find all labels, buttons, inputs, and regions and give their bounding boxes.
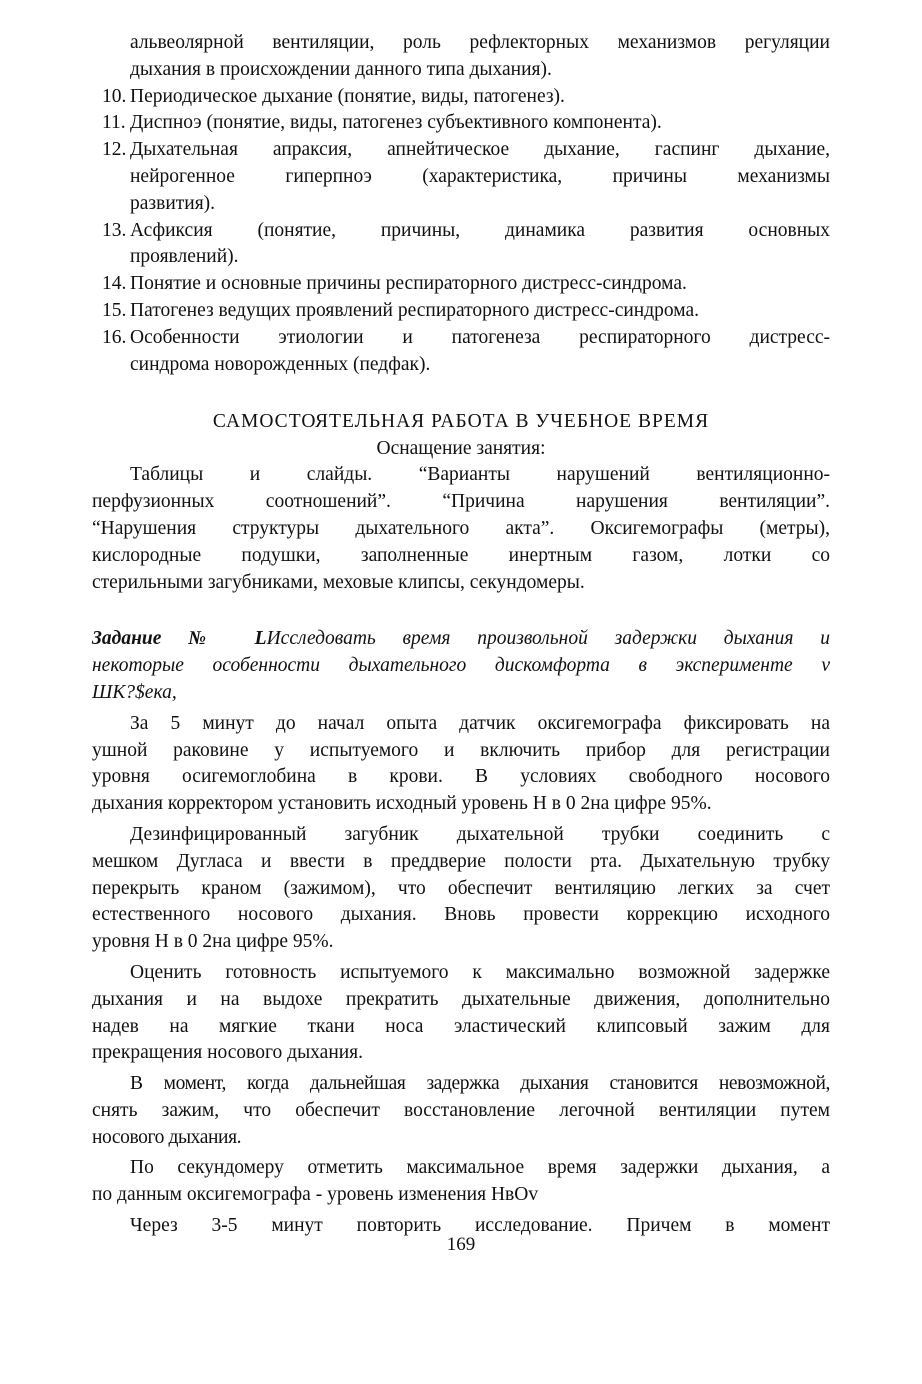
item-text: нейрогенное гиперпноэ (характеристика, причины механизмы (130, 165, 830, 187)
top-continuation (92, 30, 830, 84)
body-paragraph (92, 822, 830, 956)
text-line: Таблицы и слайды. “Варианты нарушений вентиляционно- (130, 464, 830, 486)
page-number: 169 (446, 1234, 476, 1255)
item-number: 12. (102, 139, 127, 161)
item-text: синдрома новорожденных (педфак). (130, 353, 431, 375)
body-paragraph (92, 1071, 830, 1151)
text-line: уровня Н в 0 2на цифре 95%. (92, 931, 334, 953)
item-text: Диспноэ (понятие, виды, патогенез субъективного компонента). (130, 112, 662, 134)
list-item (92, 218, 830, 272)
text-line: ушной раковине у испытуемого и включить прибор для регистрации (92, 739, 830, 761)
item-text: развития). (130, 192, 216, 214)
equipment-paragraph (92, 462, 830, 596)
item-text: Особенности этиологии и патогенеза респираторного дистресс- (130, 326, 830, 348)
text-line: “Нарушения структуры дыхательного акта”. Оксигемографы (метры), (92, 517, 830, 539)
item-number: 16. (102, 326, 127, 348)
document-page (92, 30, 830, 1240)
text-line: перфузионных соотношений”. “Причина нарушения вентиляции”. (92, 491, 830, 513)
item-line (92, 218, 830, 245)
list-item (92, 84, 830, 111)
item-text: Патогенез ведущих проявлений респираторного дистресс-синдрома. (130, 299, 700, 321)
item-line (92, 325, 830, 352)
item-text: Асфиксия (понятие, причины, динамика развития основных (130, 219, 830, 241)
text-line: уровня осигемоглобина в крови. В условиях свободного носового (92, 766, 830, 788)
item-number: 11. (102, 112, 126, 134)
list-item (92, 325, 830, 379)
item-line (92, 137, 830, 164)
text-line: дыхания корректором установить исходный уровень Н в 0 2на цифре 95%. (92, 793, 712, 815)
item-text: Периодическое дыхание (понятие, виды, патогенез). (130, 85, 565, 107)
text-line: носового дыхания. (92, 1126, 242, 1148)
item-number: 13. (102, 219, 127, 241)
text-line: За 5 минут до начал опыта датчик оксигемографа фиксировать на (130, 712, 830, 734)
text-line: дыхания в происхождении данного типа дыхания). (130, 58, 552, 80)
task-label: Задание № L (92, 628, 267, 650)
item-text: проявлений). (130, 246, 239, 268)
task-line: ШК?$ека, (92, 681, 177, 703)
section-title: САМОСТОЯТЕЛЬНАЯ РАБОТА В УЧЕБНОЕ ВРЕМЯ (212, 411, 710, 433)
section-subtitle: Оснащение занятия: (376, 438, 546, 460)
text-line: кислородные подушки, заполненные инертным газом, лотки со (92, 544, 830, 566)
text-line: Оценить готовность испытуемого к максимально возможной задержке (130, 961, 830, 983)
task-line (92, 626, 830, 653)
task-heading (92, 626, 830, 706)
text-line: Дезинфицированный загубник дыхательной трубки соединить с (130, 823, 830, 845)
text-line: перекрыть краном (зажимом), что обеспечит вентиляцию легких за счет (92, 877, 830, 899)
task-text: Исследовать время произвольной задержки дыхания и (266, 628, 830, 650)
list-item (92, 137, 830, 217)
body-paragraph (92, 1155, 830, 1209)
text-line: По секундомеру отметить максимальное время задержки дыхания, а (130, 1157, 830, 1179)
text-line: естественного носового дыхания. Вновь провести коррекцию исходного (92, 904, 830, 926)
text-line: Через 3-5 минут повторить исследование. Причем в момент (130, 1215, 830, 1237)
text-line: снять зажим, что обеспечит восстановление легочной вентиляции путем (92, 1099, 830, 1121)
text-line: дыхания и на выдохе прекратить дыхательные движения, дополнительно (92, 988, 830, 1010)
item-number: 14. (102, 273, 127, 295)
item-text: Дыхательная апраксия, апнейтическое дыхание, гаспинг дыхание, (130, 139, 830, 161)
text-line: В момент, когда дальнейшая задержка дыхания становится невозможной, (130, 1073, 830, 1095)
list-item (92, 298, 830, 325)
question-list (92, 84, 830, 379)
text-line: мешком Дугласа и ввести в преддверие полости рта. Дыхательную трубку (92, 850, 830, 872)
text-line: надев на мягкие ткани носа эластический клипсовый зажим для (92, 1015, 830, 1037)
list-item (92, 110, 830, 137)
text-line: стерильными загубниками, меховые клипсы, секундомеры. (92, 571, 585, 593)
text-line: по данным оксигемографа - уровень изменения НвОv (92, 1184, 539, 1206)
item-number: 15. (102, 299, 127, 321)
text-line: альвеолярной вентиляции, роль рефлекторных механизмов регуляции (130, 32, 830, 53)
task-line: некоторые особенности дыхательного дискомфорта в эксперименте v (92, 655, 830, 677)
body-paragraph (92, 960, 830, 1067)
text-line: прекращения носового дыхания. (92, 1042, 364, 1064)
item-text: Понятие и основные причины респираторного дистресс-синдрома. (130, 273, 687, 295)
list-item (92, 271, 830, 298)
item-number: 10. (102, 85, 127, 107)
body-paragraph (92, 711, 830, 818)
